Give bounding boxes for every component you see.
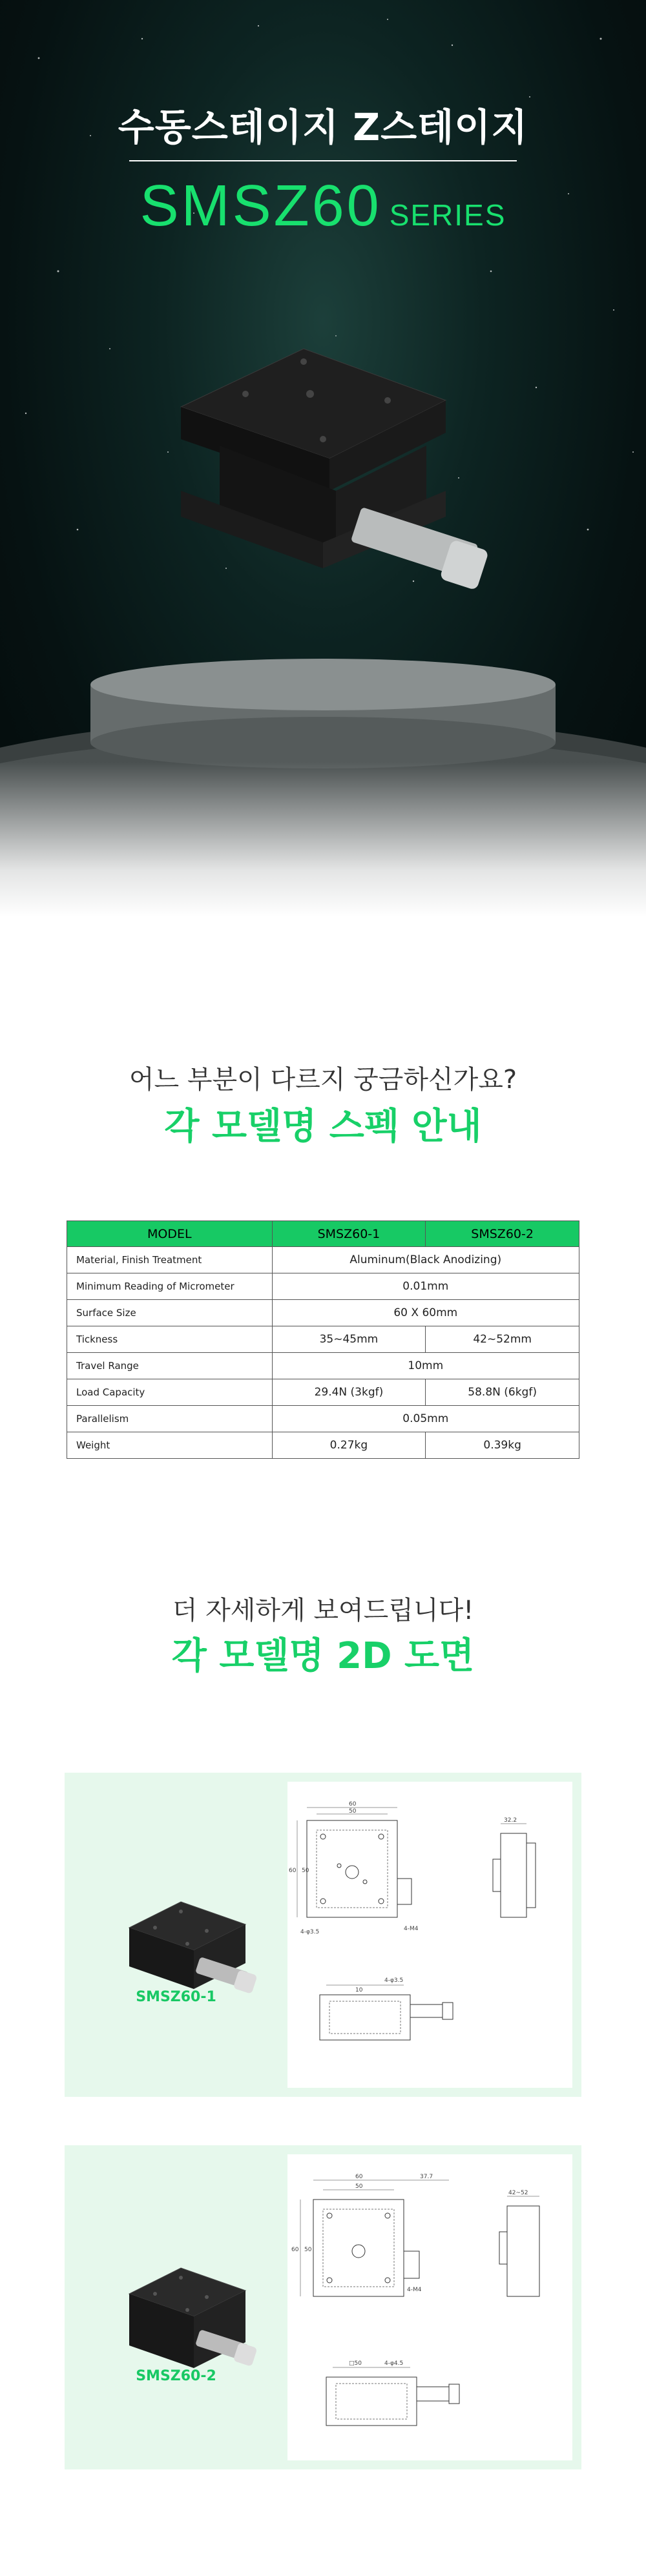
- dim-top-a: 60: [349, 1801, 357, 1808]
- row-value-1: 0.27kg: [272, 1432, 426, 1459]
- header-smsz60-2: SMSZ60-2: [426, 1221, 579, 1247]
- row-value-1: 35~45mm: [272, 1326, 426, 1353]
- row-label: Material, Finish Treatment: [67, 1247, 273, 1273]
- dim-top-b: 37.7: [420, 2174, 433, 2180]
- header-smsz60-1: SMSZ60-1: [272, 1221, 426, 1247]
- header-model: MODEL: [67, 1221, 273, 1247]
- table-row: [67, 1353, 579, 1379]
- dim-top-b: 50: [349, 1808, 357, 1815]
- table-row: [67, 1300, 579, 1326]
- row-value: 10mm: [272, 1353, 579, 1379]
- row-value: 0.05mm: [272, 1406, 579, 1432]
- dim-left-a: 60: [289, 1868, 297, 1874]
- dim-side: 42~52: [508, 2190, 528, 2196]
- spec-heading: 각 모델명 스펙 안내: [164, 1106, 482, 1148]
- table-row: [67, 1247, 579, 1273]
- hero-fade: [0, 762, 646, 917]
- dim-hole: 4-φ3.5: [300, 1929, 320, 1935]
- row-value: 0.01mm: [272, 1273, 579, 1300]
- drawing-heading: 각 모델명 2D 도면: [171, 1635, 475, 1677]
- card-model-label: SMSZ60-1: [136, 1989, 216, 2005]
- hero-divider: [129, 160, 517, 161]
- dim-left-a: 60: [291, 2247, 299, 2253]
- hero-banner: [0, 0, 646, 917]
- row-label: Weight: [67, 1432, 273, 1459]
- dim-left-b: 50: [304, 2247, 312, 2253]
- dim-side: 32.2: [504, 1817, 517, 1824]
- series-code: SMSZ60: [140, 174, 382, 238]
- dim-top-c: 50: [355, 2183, 363, 2190]
- row-label: Parallelism: [67, 1406, 273, 1432]
- spec-table: [67, 1221, 579, 1459]
- row-value-2: 42~52mm: [426, 1326, 579, 1353]
- row-value: Aluminum(Black Anodizing): [272, 1247, 579, 1273]
- table-row: [67, 1273, 579, 1300]
- table-row: [67, 1406, 579, 1432]
- dim-bottom-b: 10: [355, 1987, 363, 1994]
- dim-bottom-a: □50: [349, 2360, 362, 2367]
- row-value-1: 29.4N (3kgf): [272, 1379, 426, 1406]
- hero-series: [0, 173, 646, 240]
- dim-top-a: 60: [355, 2174, 363, 2180]
- dim-tap: 4-M4: [404, 1926, 419, 1932]
- technical-drawing-smsz60-1: [287, 1782, 572, 2088]
- card-model-label: SMSZ60-2: [136, 2368, 216, 2384]
- dim-tap: 4-M4: [407, 2287, 422, 2293]
- row-label: Load Capacity: [67, 1379, 273, 1406]
- table-row: [67, 1326, 579, 1353]
- row-value: 60 X 60mm: [272, 1300, 579, 1326]
- spec-table-header: [67, 1221, 579, 1247]
- spec-question: 어느 부분이 다르지 궁금하신가요?: [129, 1065, 517, 1095]
- table-row: [67, 1379, 579, 1406]
- row-label: Travel Range: [67, 1353, 273, 1379]
- row-label: Surface Size: [67, 1300, 273, 1326]
- drawing-question: 더 자세하게 보여드립니다!: [172, 1596, 474, 1625]
- row-value-2: 58.8N (6kgf): [426, 1379, 579, 1406]
- hero-title: 수동스테이지 Z스테이지: [118, 105, 528, 149]
- dim-bottom-b: 4-φ4.5: [384, 2360, 404, 2367]
- product-image-smsz60-1: [65, 1773, 287, 2097]
- dim-left-b: 50: [302, 1868, 309, 1874]
- dim-bottom-a: 4-φ3.5: [384, 1977, 404, 1984]
- product-image-smsz60-2: [65, 2145, 287, 2469]
- drawing-panel: [287, 1782, 572, 2088]
- drawing-panel: [287, 2154, 572, 2460]
- table-row: [67, 1432, 579, 1459]
- series-word: SERIES: [389, 198, 506, 232]
- row-value-2: 0.39kg: [426, 1432, 579, 1459]
- drawing-card-smsz60-2: [65, 2145, 581, 2469]
- row-label: Minimum Reading of Micrometer: [67, 1273, 273, 1300]
- technical-drawing-smsz60-2: [287, 2154, 572, 2460]
- drawing-card-smsz60-1: [65, 1773, 581, 2097]
- row-label: Tickness: [67, 1326, 273, 1353]
